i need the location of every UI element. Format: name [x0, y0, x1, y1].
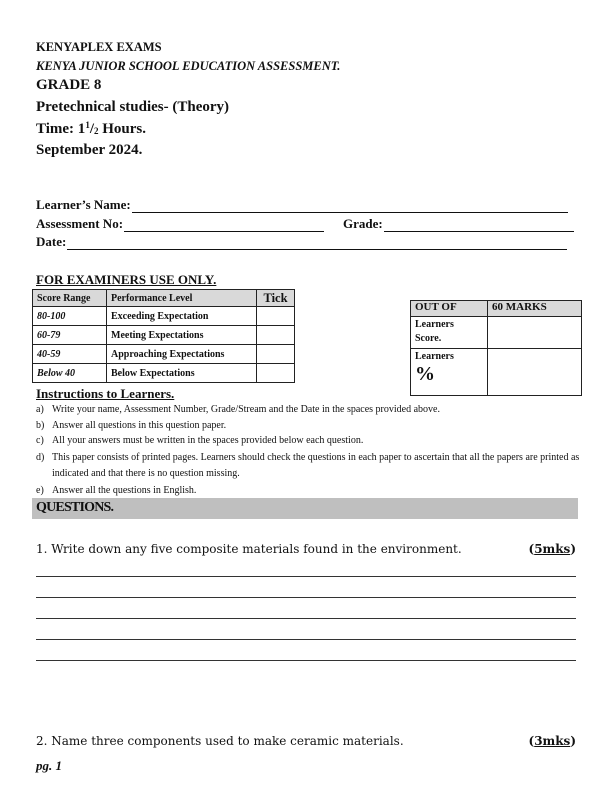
time-prefix: Time: 1 — [36, 121, 86, 137]
percent-value-cell[interactable] — [488, 349, 582, 396]
out-of-value: 60 MARKS — [488, 301, 582, 317]
subject-heading: Pretechnical studies- (Theory) — [36, 99, 230, 115]
learner-name-line[interactable] — [132, 201, 568, 213]
instruction-label: e) — [36, 485, 44, 496]
tick-cell[interactable] — [257, 326, 295, 345]
column-header: Performance Level — [107, 290, 257, 307]
score-range: 60-79 — [33, 326, 107, 345]
performance-level: Below Expectations — [107, 364, 257, 383]
performance-level: Approaching Expectations — [107, 345, 257, 364]
percent-label-line1: Learners — [415, 351, 454, 362]
table-row — [33, 345, 295, 364]
date-field[interactable] — [36, 234, 567, 250]
questions-heading-bar — [32, 498, 578, 519]
question-marks — [529, 734, 577, 748]
page-number: pg. 1 — [36, 758, 62, 773]
learner-name-field[interactable] — [36, 197, 568, 213]
column-header: Score Range — [33, 290, 107, 307]
table-row — [33, 326, 295, 345]
answer-line[interactable] — [36, 618, 576, 619]
question-2 — [36, 734, 576, 748]
out-of-label: OUT OF — [411, 301, 488, 317]
date-label: Date: — [36, 234, 67, 249]
score-value-cell[interactable] — [488, 317, 582, 349]
instruction-text: All your answers must be written in the spaces provided below each question. — [52, 435, 364, 446]
instruction-item — [36, 419, 584, 432]
instruction-text: This paper consists of printed pages. Learners should check the questions in each paper to ascertain that all the papers are printed as indicated and that there is no question missing. — [52, 452, 580, 479]
answer-line[interactable] — [36, 639, 576, 640]
grade-field[interactable] — [343, 216, 574, 232]
percent-row — [411, 349, 582, 396]
score-label-line1: Learners — [415, 319, 454, 330]
marks-value: 5mks — [534, 542, 571, 556]
tick-cell[interactable] — [257, 345, 295, 364]
column-header: Tick — [257, 290, 295, 307]
assessment-title: KENYA JUNIOR SCHOOL EDUCATION ASSESSMENT. — [36, 59, 341, 73]
score-label-line2: Score. — [415, 333, 442, 344]
time-suffix: Hours. — [98, 121, 146, 137]
marks-value: 3mks — [534, 734, 571, 748]
instructions-title: Instructions to Learners. — [36, 386, 175, 401]
instruction-item — [36, 450, 584, 482]
instruction-text: Answer all questions in this question paper. — [52, 420, 227, 431]
table-row — [33, 307, 295, 326]
instruction-label: b) — [36, 420, 45, 431]
instruction-label: c) — [36, 435, 44, 446]
assessment-no-label: Assessment No: — [36, 216, 124, 231]
answer-line[interactable] — [36, 660, 576, 661]
score-range: Below 40 — [33, 364, 107, 383]
questions-heading: QUESTIONS. — [36, 500, 114, 515]
time-fraction-numerator: 1 — [85, 120, 90, 130]
question-marks — [529, 542, 577, 556]
assessment-no-field[interactable] — [36, 216, 324, 232]
instruction-text: Answer all the questions in English. — [52, 485, 197, 496]
marks-open: ( — [528, 542, 535, 556]
date-line[interactable] — [67, 238, 567, 250]
time-fraction-denominator: 2 — [93, 126, 99, 136]
instruction-label: a) — [36, 404, 44, 415]
learner-name-label: Learner’s Name: — [36, 197, 131, 212]
score-label — [411, 317, 488, 349]
instruction-text: Write your name, Assessment Number, Grade/Stream and the Date in the spaces provided above. — [52, 404, 440, 415]
marks-close: ) — [570, 542, 576, 556]
performance-level: Meeting Expectations — [107, 326, 257, 345]
question-text: 2. Name three components used to make ceramic materials. — [36, 734, 404, 748]
instruction-label: d) — [36, 452, 45, 463]
table-header-row — [33, 290, 295, 307]
out-of-row — [411, 301, 582, 317]
answer-line[interactable] — [36, 576, 576, 577]
instruction-item — [36, 434, 584, 447]
exam-date: September 2024. — [36, 142, 143, 158]
performance-level: Exceeding Expectation — [107, 307, 257, 326]
instruction-item — [36, 484, 584, 497]
grade-label: Grade: — [343, 216, 383, 231]
time-allowed: Time: $1^1/_2$ Hours. — [36, 120, 146, 137]
score-row — [411, 317, 582, 349]
question-text: 1. Write down any five composite materials found in the environment. — [36, 542, 462, 556]
tick-cell[interactable] — [257, 364, 295, 383]
question-1 — [36, 542, 576, 556]
instruction-item — [36, 403, 584, 416]
percent-label — [411, 349, 488, 396]
grade-line[interactable] — [384, 220, 574, 232]
grade-heading: GRADE 8 — [36, 77, 102, 93]
percent-symbol: % — [415, 363, 435, 385]
marks-close: ) — [570, 734, 576, 748]
score-box — [410, 300, 582, 396]
assessment-no-line[interactable] — [124, 220, 324, 232]
table-row — [33, 364, 295, 383]
performance-table — [32, 289, 295, 383]
score-range: 80-100 — [33, 307, 107, 326]
score-range: 40-59 — [33, 345, 107, 364]
tick-cell[interactable] — [257, 307, 295, 326]
marks-open: ( — [528, 734, 535, 748]
examiners-title: FOR EXAMINERS USE ONLY. — [36, 272, 217, 287]
answer-line[interactable] — [36, 597, 576, 598]
exam-body-name: KENYAPLEX EXAMS — [36, 40, 162, 54]
